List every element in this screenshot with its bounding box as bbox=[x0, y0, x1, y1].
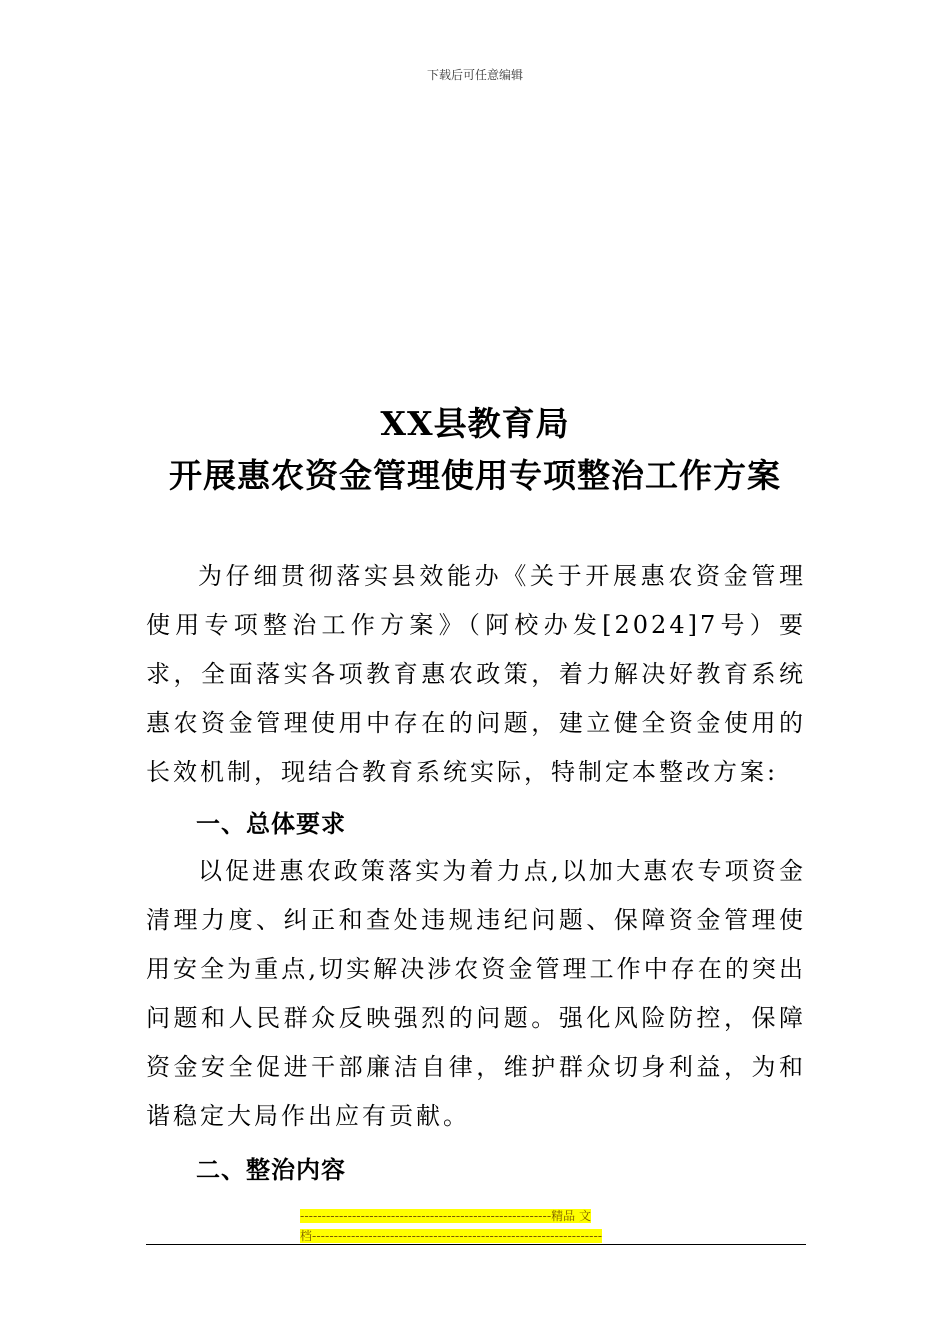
section2-heading: 二、整治内容 bbox=[196, 1156, 346, 1184]
document-title-line2: 开展惠农资金管理使用专项整治工作方案 bbox=[169, 456, 781, 495]
footer-mark-line1: ----------------------------------------------------------精品 文 bbox=[300, 1209, 591, 1223]
section1-heading: 一、总体要求 bbox=[196, 810, 346, 838]
footer-watermark bbox=[300, 1206, 650, 1246]
intro-paragraph: 为仔细贯彻落实县效能办《关于开展惠农资金管理使用专项整治工作方案》（阿校办发[2024]7号）要求，全面落实各项教育惠农政策，着力解决好教育系统惠农资金管理使用中存在的问题，建立健全资金使用的长效机制，现结合教育系统实际，特制定本整改方案: bbox=[146, 562, 806, 786]
section1-paragraph: 以促进惠农政策落实为着力点,以加大惠农专项资金清理力度、纠正和查处违规违纪问题、保障资金管理使用安全为重点,切实解决涉农资金管理工作中存在的突出问题和人民群众反映强烈的问题。强化风险防控，保障资金安全促进干部廉洁自律，维护群众切身利益，为和谐稳定大局作出应有贡献。 bbox=[146, 857, 806, 1130]
header-note: 下载后可任意编辑 bbox=[426, 68, 523, 82]
document-title-line1: XX县教育局 bbox=[380, 404, 570, 443]
footer-mark-line2: 档------------------------------------------------------------------- bbox=[300, 1229, 603, 1243]
footer-divider bbox=[146, 1244, 806, 1245]
